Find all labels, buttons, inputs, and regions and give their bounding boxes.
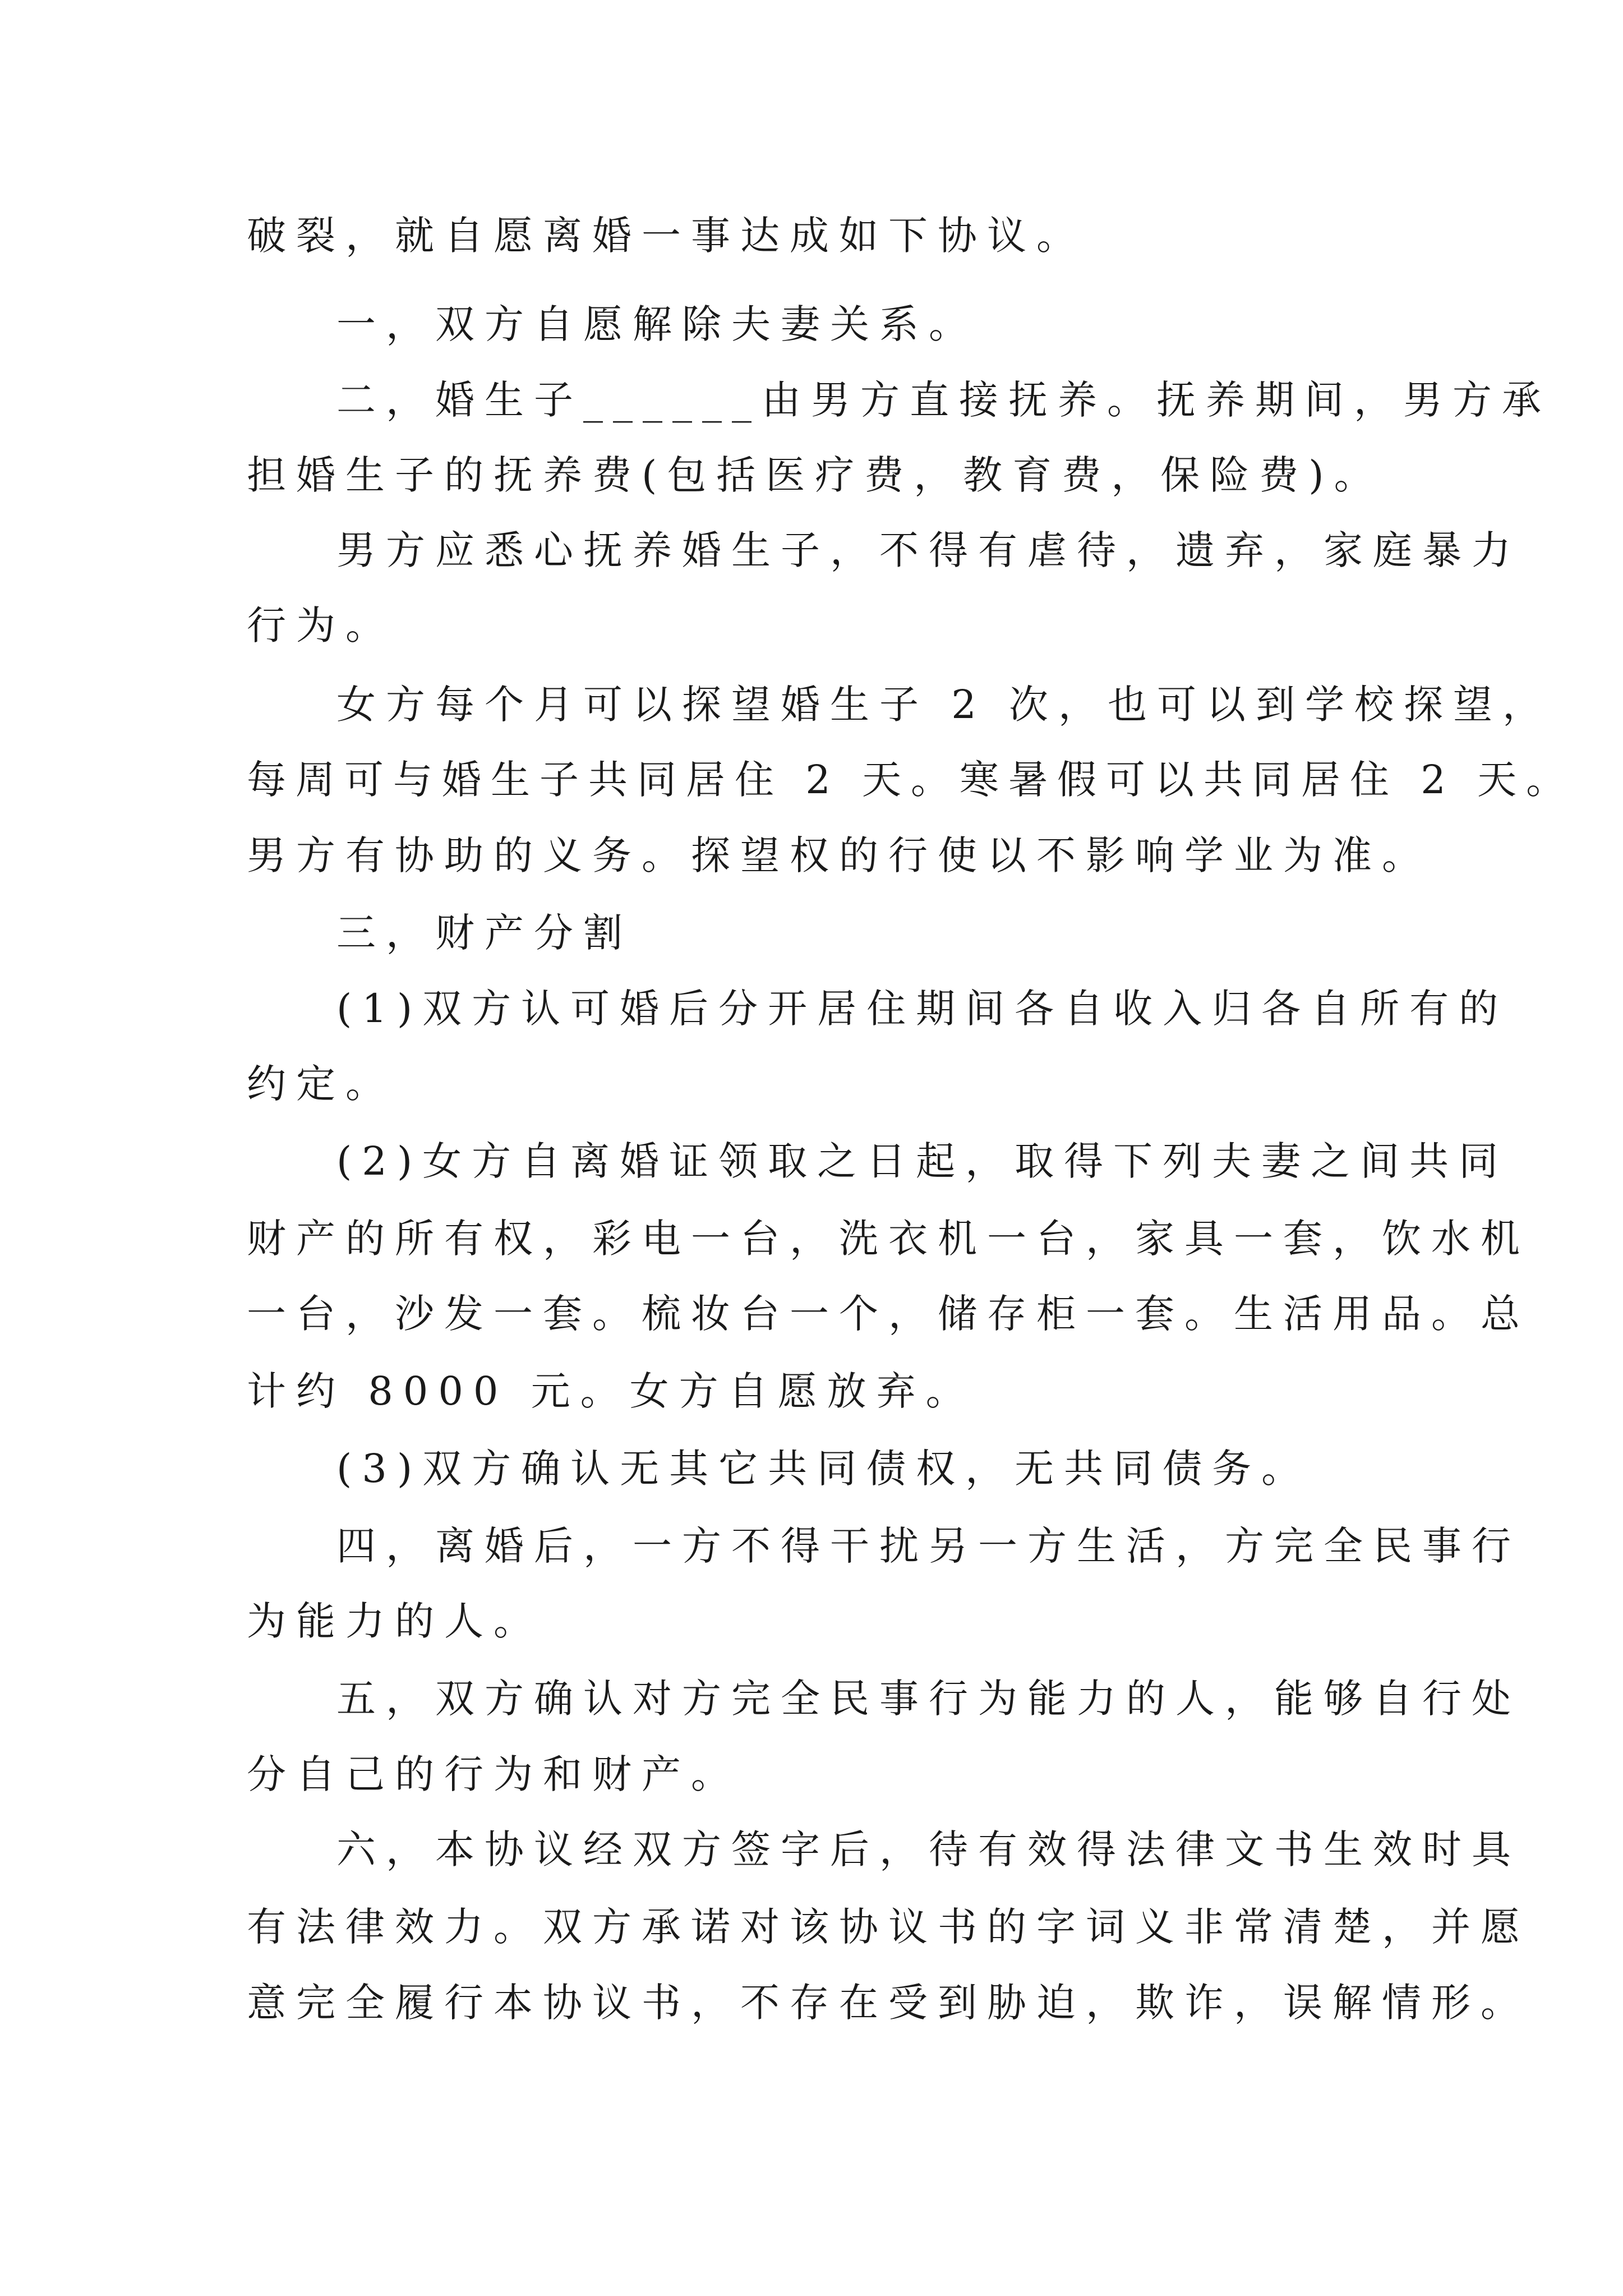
text-line: 意完全履行本协议书，不存在受到胁迫，欺诈，误解情形。 — [247, 1980, 1530, 2026]
text-line: 三，财产分割 — [336, 910, 633, 956]
text-line: 一台，沙发一套。梳妆台一个，储存柜一套。生活用品。总 — [247, 1291, 1530, 1337]
text-line: 行为。 — [247, 602, 395, 648]
text-line: 二，婚生子______由男方直接抚养。抚养期间，男方承 — [336, 377, 1551, 423]
text-line: 四，离婚后，一方不得干扰另一方生活，方完全民事行 — [336, 1523, 1521, 1569]
text-line: 男方有协助的义务。探望权的行使以不影响学业为准。 — [247, 832, 1431, 878]
text-line: (1)双方认可婚后分开居住期间各自收入归各自所有的 — [336, 986, 1509, 1032]
text-line: 分自己的行为和财产。 — [247, 1751, 740, 1797]
text-line: 男方应悉心抚养婚生子，不得有虐待，遗弃，家庭暴力 — [336, 527, 1521, 573]
text-line: 一，双方自愿解除夫妻关系。 — [336, 301, 978, 347]
text-line: 计约 8000 元。女方自愿放弃。 — [247, 1368, 975, 1414]
text-line: 为能力的人。 — [247, 1598, 543, 1644]
text-line: 六，本协议经双方签字后，待有效得法律文书生效时具 — [336, 1826, 1521, 1872]
text-line: 担婚生子的抚养费(包括医疗费，教育费，保险费)。 — [247, 452, 1384, 498]
text-line: 财产的所有权，彩电一台，洗衣机一台，家具一套，饮水机 — [247, 1216, 1530, 1262]
text-line: (2)女方自离婚证领取之日起，取得下列夫妻之间共同 — [336, 1138, 1509, 1184]
text-line: 五，双方确认对方完全民事行为能力的人，能够自行处 — [336, 1676, 1521, 1722]
text-line: 约定。 — [247, 1061, 395, 1107]
text-line: 破裂，就自愿离婚一事达成如下协议。 — [247, 213, 1086, 259]
text-line: (3)双方确认无其它共同债权，无共同债务。 — [336, 1446, 1311, 1492]
text-line: 有法律效力。双方承诺对该协议书的字词义非常清楚，并愿 — [247, 1904, 1530, 1950]
text-line: 女方每个月可以探望婚生子 2 次，也可以到学校探望， — [336, 682, 1552, 728]
text-line: 每周可与婚生子共同居住 2 天。寒暑假可以共同居住 2 天。 — [247, 757, 1575, 803]
